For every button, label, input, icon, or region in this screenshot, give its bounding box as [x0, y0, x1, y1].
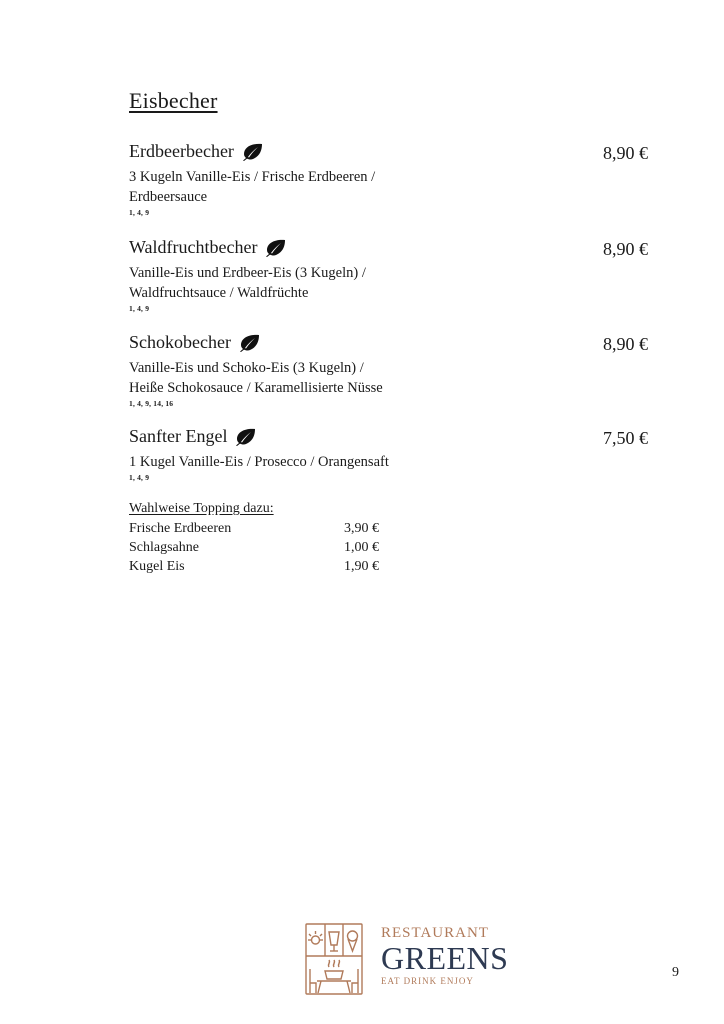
allergen-codes: 1, 4, 9	[129, 473, 150, 482]
menu-item-header	[129, 141, 659, 167]
topping-list	[129, 501, 429, 576]
logo-restaurant-label: RESTAURANT	[381, 925, 489, 941]
topping-name: Schlagsahne	[129, 540, 199, 555]
menu-item	[129, 332, 659, 408]
menu-item-header	[129, 332, 659, 358]
restaurant-logo-mark-icon	[305, 923, 363, 995]
page-number: 9	[672, 965, 679, 980]
leaf-icon	[242, 143, 264, 161]
leaf-icon	[235, 428, 257, 446]
description-line: Waldfruchtsauce / Waldfrüchte	[129, 285, 309, 301]
topping-name: Kugel Eis	[129, 559, 185, 574]
menu-item-header	[129, 426, 659, 452]
logo-tagline: EAT DRINK ENJOY	[381, 976, 474, 986]
menu-item	[129, 426, 659, 482]
description-line: Vanille-Eis und Erdbeer-Eis (3 Kugeln) /	[129, 265, 366, 281]
description-line: Erdbeersauce	[129, 189, 208, 205]
description-line: Heiße Schokosauce / Karamellisierte Nüsse	[129, 380, 383, 396]
menu-item-price: 8,90 €	[603, 239, 648, 259]
topping-price: 1,90 €	[344, 559, 379, 574]
menu-item-description	[129, 358, 429, 398]
menu-item	[129, 141, 659, 217]
menu-item-name: Waldfruchtbecher	[129, 237, 258, 257]
topping-name: Frische Erdbeeren	[129, 521, 232, 536]
restaurant-logo	[305, 923, 515, 998]
menu-item-price: 7,50 €	[603, 428, 648, 448]
menu-item-header	[129, 237, 659, 263]
logo-brand-name: GREENS	[381, 940, 509, 976]
allergen-codes: 1, 4, 9, 14, 16	[129, 399, 174, 408]
topping-price: 3,90 €	[344, 521, 379, 536]
menu-item-name: Schokobecher	[129, 332, 231, 352]
menu-item-price: 8,90 €	[603, 143, 648, 163]
topping-price: 1,00 €	[344, 540, 379, 555]
allergen-codes: 1, 4, 9	[129, 208, 150, 217]
topping-row	[129, 519, 429, 538]
description-line: 1 Kugel Vanille-Eis / Prosecco / Orangensaft	[129, 454, 389, 470]
menu-item-description	[129, 452, 429, 472]
leaf-icon	[265, 239, 287, 257]
section-title: Eisbecher	[129, 88, 218, 113]
menu-item	[129, 237, 659, 313]
menu-item-name: Sanfter Engel	[129, 426, 228, 446]
topping-title: Wahlweise Topping dazu:	[129, 501, 274, 516]
description-line: Vanille-Eis und Schoko-Eis (3 Kugeln) /	[129, 360, 364, 376]
menu-item-description	[129, 263, 419, 303]
menu-item-price: 8,90 €	[603, 334, 648, 354]
restaurant-logo-text	[381, 925, 508, 986]
topping-row	[129, 538, 429, 557]
leaf-icon	[239, 334, 261, 352]
menu-item-name: Erdbeerbecher	[129, 141, 234, 161]
menu-item-description	[129, 167, 419, 207]
topping-row	[129, 557, 429, 576]
allergen-codes: 1, 4, 9	[129, 304, 150, 313]
description-line: 3 Kugeln Vanille-Eis / Frische Erdbeeren /	[129, 169, 376, 185]
